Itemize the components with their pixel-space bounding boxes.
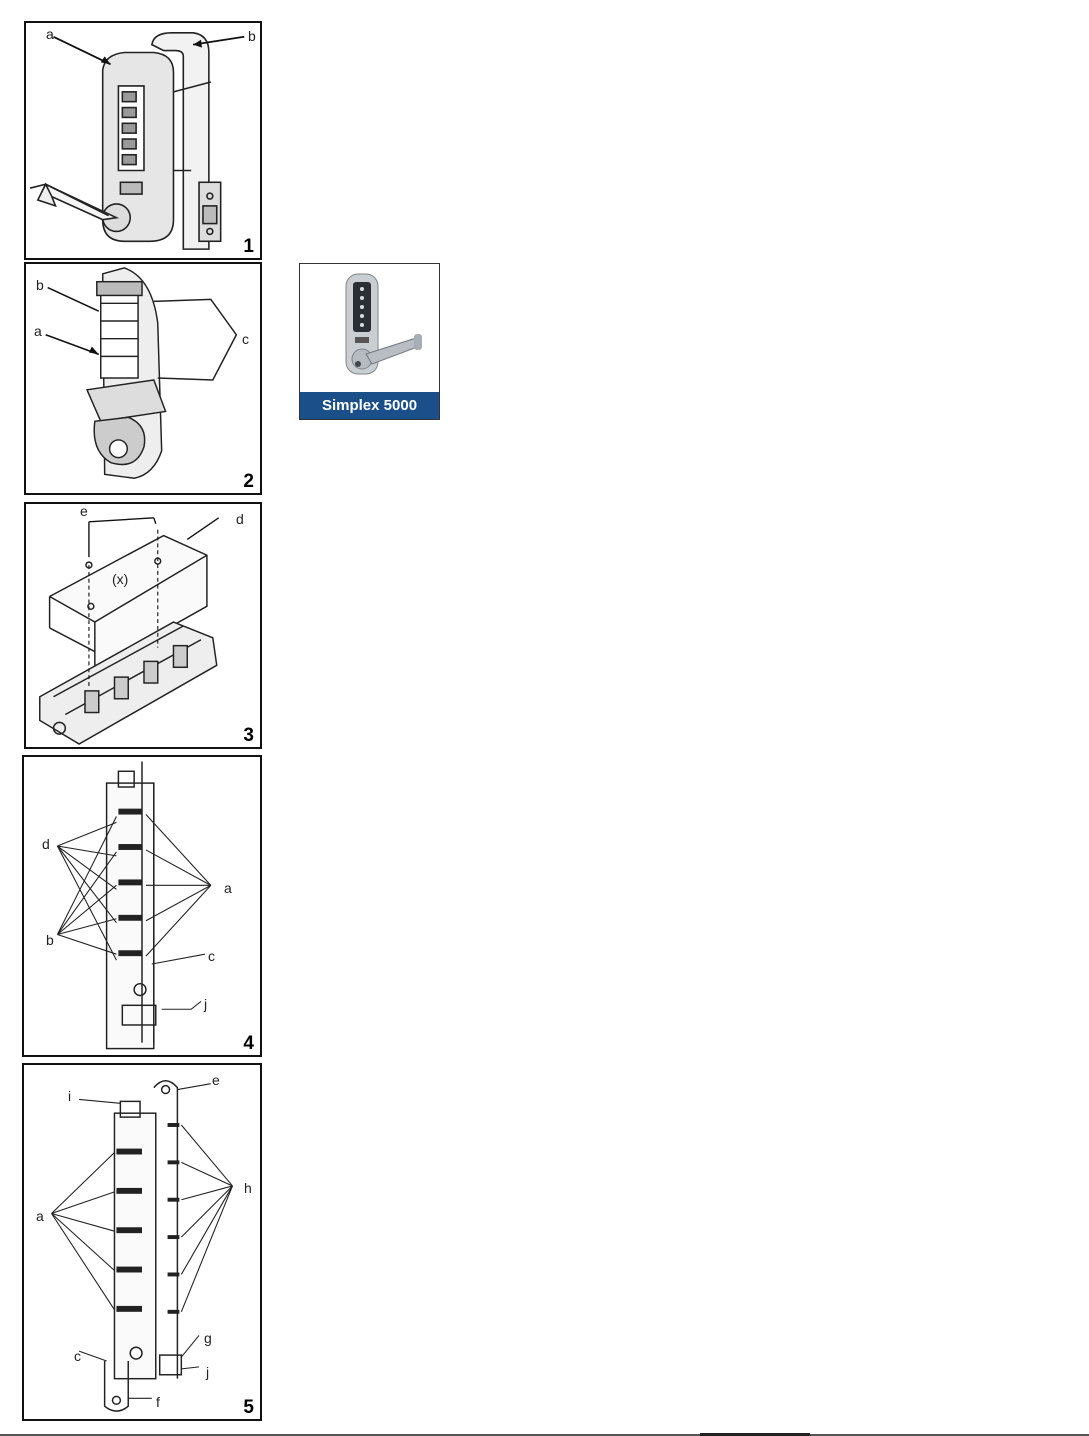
figure-4-callout-b: b xyxy=(46,932,54,948)
figure-5-callout-h: h xyxy=(244,1180,252,1196)
figure-4-callout-a: a xyxy=(224,880,232,896)
figure-2-mechanism-drawing xyxy=(26,264,260,493)
figure-5-callout-a: a xyxy=(36,1208,44,1224)
keypad-lock-image xyxy=(300,264,440,394)
figure-3-panel xyxy=(24,502,262,749)
figure-5-callout-j: j xyxy=(206,1364,210,1380)
figure-1-callout-b: b xyxy=(248,28,256,44)
figure-3-cover-assembly-drawing xyxy=(26,504,260,747)
figure-4-callout-j: j xyxy=(204,996,208,1012)
figure-5-callout-c: c xyxy=(74,1348,81,1364)
figure-3-callout-e: e xyxy=(80,503,88,519)
figure-5-callout-g: g xyxy=(204,1330,212,1346)
simplex-5000-product-photo xyxy=(299,263,440,420)
figure-2-callout-a: a xyxy=(34,323,42,339)
figure-3-number: 3 xyxy=(243,725,254,746)
product-caption: Simplex 5000 xyxy=(300,392,439,419)
figure-5-chamber-detail-drawing xyxy=(24,1065,260,1419)
figure-3-callout-x: (x) xyxy=(112,571,129,587)
figure-1-panel xyxy=(24,21,262,260)
figure-2-number: 2 xyxy=(243,471,254,492)
figure-5-callout-e: e xyxy=(212,1072,220,1088)
figure-1-lock-drawing xyxy=(26,23,260,258)
figure-4-callout-d: d xyxy=(42,836,50,852)
figure-4-combination-chamber-drawing xyxy=(24,757,260,1055)
figure-1-number: 1 xyxy=(243,236,254,257)
figure-4-callout-c: c xyxy=(208,948,215,964)
figure-4-panel xyxy=(22,755,262,1057)
figure-1-callout-a: a xyxy=(46,26,54,42)
figure-2-callout-b: b xyxy=(36,277,44,293)
figure-5-callout-i: i xyxy=(68,1088,72,1104)
figure-2-panel xyxy=(24,262,262,495)
figure-5-number: 5 xyxy=(243,1397,254,1418)
figure-3-callout-d: d xyxy=(236,511,244,527)
figure-5-callout-f: f xyxy=(156,1394,160,1410)
figure-4-number: 4 xyxy=(243,1033,254,1054)
figure-2-callout-c: c xyxy=(242,331,249,347)
figure-5-panel xyxy=(22,1063,262,1421)
